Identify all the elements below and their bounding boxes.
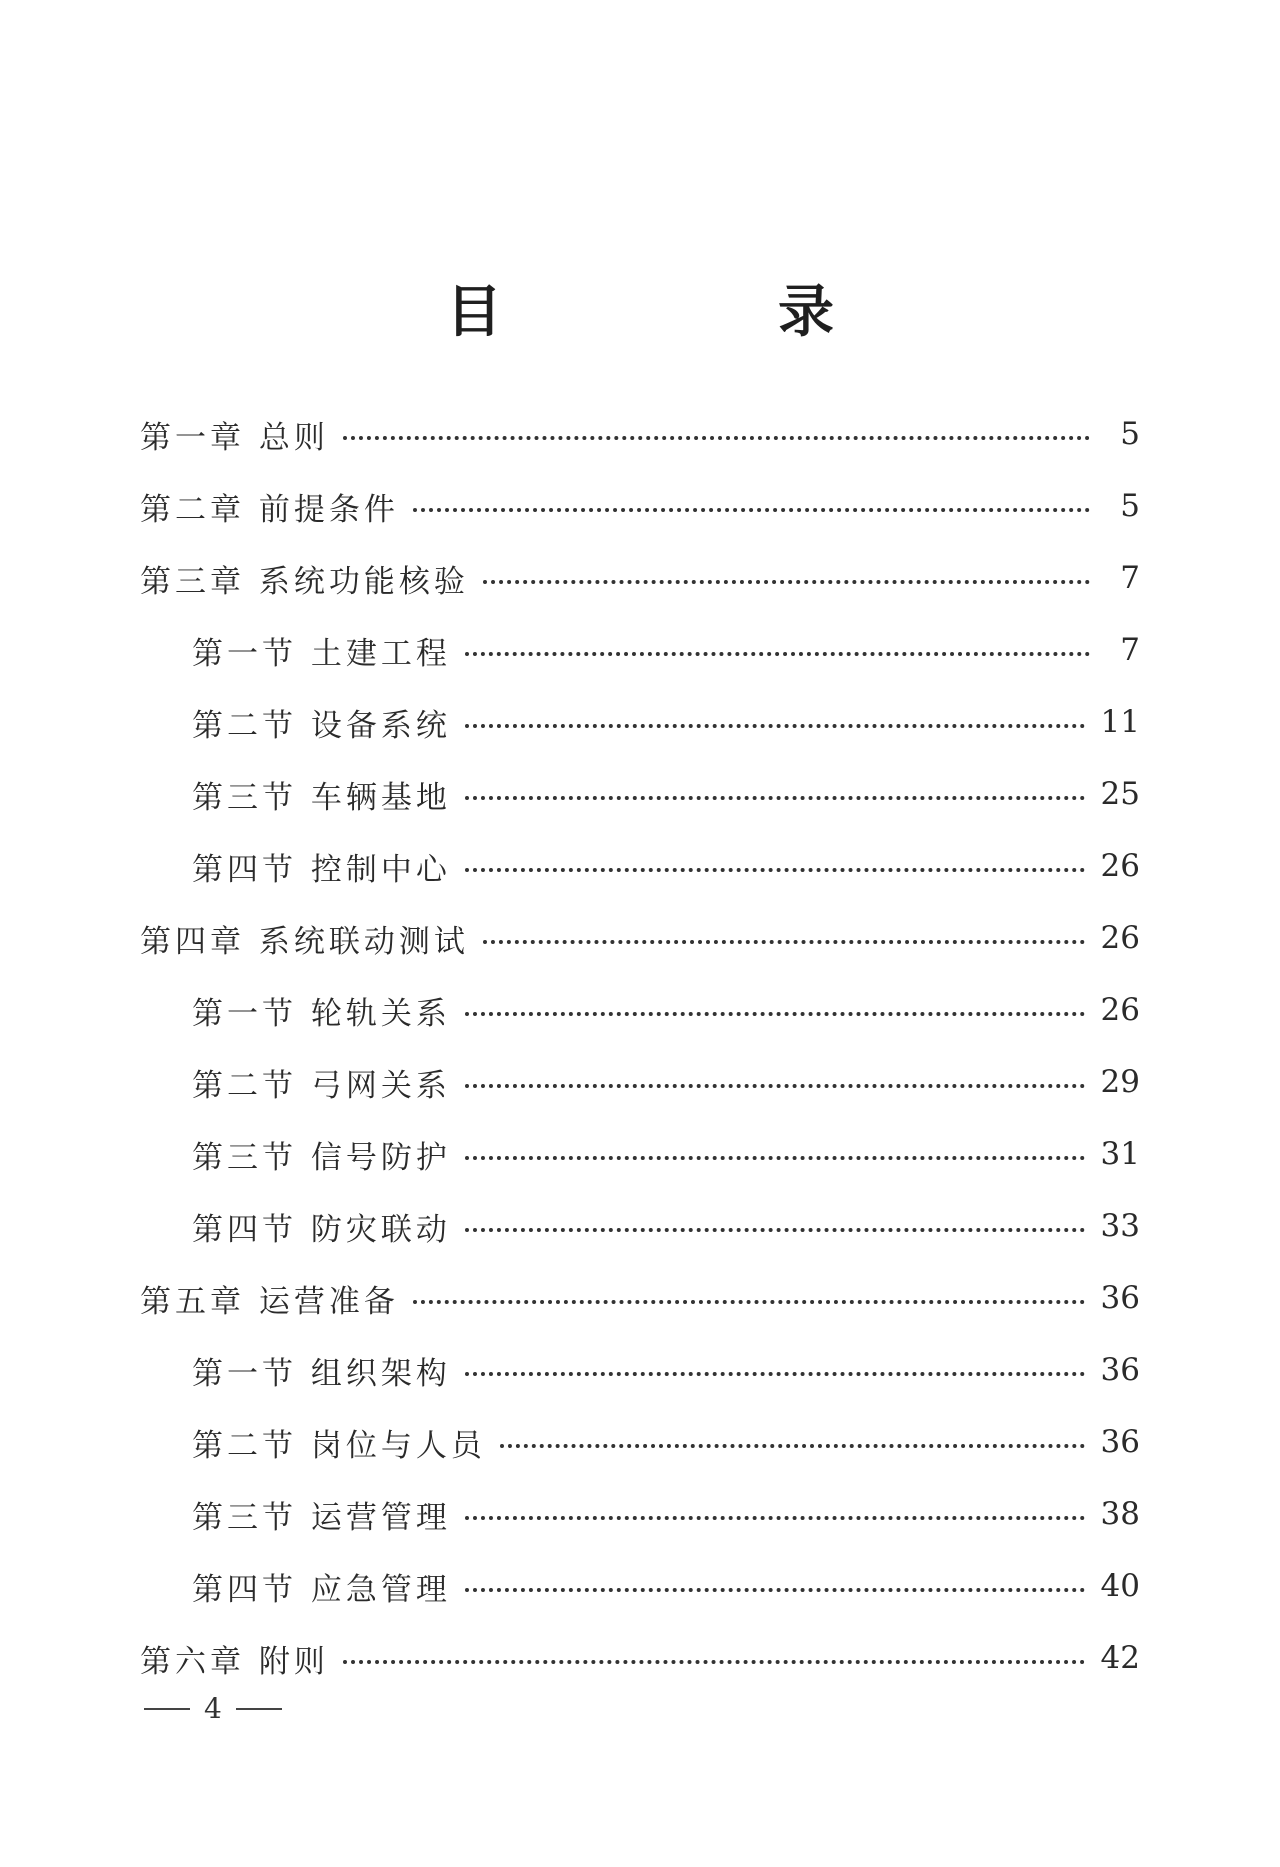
toc-entry-label: 第四章 系统联动测试 [140, 923, 469, 960]
toc-entry[interactable] [140, 1262, 1140, 1334]
toc-entry-page-number: 36 [1100, 1424, 1140, 1460]
toc-entry-label: 第一章 总则 [140, 419, 329, 456]
toc-entry-label: 第三节 运营管理 [192, 1499, 451, 1536]
toc-entry-label: 第六章 附则 [140, 1643, 329, 1680]
toc-entry[interactable] [140, 1478, 1140, 1550]
toc-entry-label: 第三章 系统功能核验 [140, 563, 469, 600]
toc-entry-page-number: 5 [1120, 488, 1140, 524]
toc-entry-page-number: 25 [1100, 776, 1140, 812]
toc-leader-dots [483, 580, 1090, 584]
toc-entry-page-number: 26 [1100, 848, 1140, 884]
toc-entry[interactable] [140, 902, 1140, 974]
toc-entry[interactable] [140, 1550, 1140, 1622]
toc-entry-page-number: 33 [1100, 1208, 1140, 1244]
toc-entry-page-number: 38 [1100, 1496, 1140, 1532]
toc-entry-page-number: 26 [1100, 992, 1140, 1028]
toc-entry[interactable] [140, 542, 1140, 614]
table-of-contents [140, 398, 1140, 1694]
toc-entry-label: 第二章 前提条件 [140, 491, 399, 528]
toc-entry[interactable] [140, 1406, 1140, 1478]
toc-entry-label: 第一节 土建工程 [192, 635, 451, 672]
toc-entry-label: 第四节 防灾联动 [192, 1211, 451, 1248]
toc-leader-dots [465, 796, 1085, 800]
toc-entry-label: 第五章 运营准备 [140, 1283, 399, 1320]
toc-entry-label: 第三节 车辆基地 [192, 779, 451, 816]
toc-entry-label: 第二节 弓网关系 [192, 1067, 451, 1104]
toc-entry-page-number: 31 [1100, 1136, 1140, 1172]
toc-entry-label: 第二节 设备系统 [192, 707, 451, 744]
toc-entry-page-number: 42 [1100, 1640, 1140, 1676]
toc-entry[interactable] [140, 398, 1140, 470]
toc-leader-dots [465, 1228, 1085, 1232]
toc-entry[interactable] [140, 1118, 1140, 1190]
toc-leader-dots [413, 508, 1090, 512]
toc-entry[interactable] [140, 974, 1140, 1046]
toc-leader-dots [413, 1300, 1085, 1304]
toc-leader-dots [465, 1372, 1085, 1376]
toc-entry[interactable] [140, 1622, 1140, 1694]
footer-dash-left [144, 1708, 190, 1710]
toc-entry-page-number: 29 [1100, 1064, 1140, 1100]
page-title: 目 录 [446, 279, 944, 345]
toc-leader-dots [465, 652, 1090, 656]
toc-entry-page-number: 7 [1120, 560, 1140, 596]
toc-entry[interactable] [140, 830, 1140, 902]
toc-leader-dots [465, 1012, 1085, 1016]
toc-entry-page-number: 36 [1100, 1280, 1140, 1316]
toc-entry[interactable] [140, 470, 1140, 542]
toc-leader-dots [465, 1156, 1085, 1160]
toc-entry-label: 第二节 岗位与人员 [192, 1427, 486, 1464]
toc-entry[interactable] [140, 686, 1140, 758]
toc-entry-page-number: 26 [1100, 920, 1140, 956]
toc-entry-label: 第一节 轮轨关系 [192, 995, 451, 1032]
toc-entry-label: 第四节 应急管理 [192, 1571, 451, 1608]
page-footer [144, 1692, 282, 1725]
toc-entry-label: 第一节 组织架构 [192, 1355, 451, 1392]
toc-entry-label: 第三节 信号防护 [192, 1139, 451, 1176]
toc-entry[interactable] [140, 1046, 1140, 1118]
toc-leader-dots [465, 868, 1085, 872]
toc-entry[interactable] [140, 758, 1140, 830]
toc-leader-dots [465, 724, 1085, 728]
toc-entry[interactable] [140, 1334, 1140, 1406]
toc-leader-dots [343, 1660, 1085, 1664]
toc-entry[interactable] [140, 1190, 1140, 1262]
toc-entry-label: 第四节 控制中心 [192, 851, 451, 888]
footer-page-number: 4 [204, 1692, 222, 1725]
toc-entry-page-number: 5 [1120, 416, 1140, 452]
toc-leader-dots [500, 1444, 1085, 1448]
toc-entry-page-number: 40 [1100, 1568, 1140, 1604]
toc-entry[interactable] [140, 614, 1140, 686]
toc-leader-dots [343, 436, 1090, 440]
toc-leader-dots [465, 1516, 1085, 1520]
toc-entry-page-number: 7 [1120, 632, 1140, 668]
toc-leader-dots [465, 1588, 1085, 1592]
toc-entry-page-number: 36 [1100, 1352, 1140, 1388]
toc-entry-page-number: 11 [1100, 704, 1140, 740]
toc-leader-dots [483, 940, 1085, 944]
footer-dash-right [236, 1708, 282, 1710]
toc-leader-dots [465, 1084, 1085, 1088]
